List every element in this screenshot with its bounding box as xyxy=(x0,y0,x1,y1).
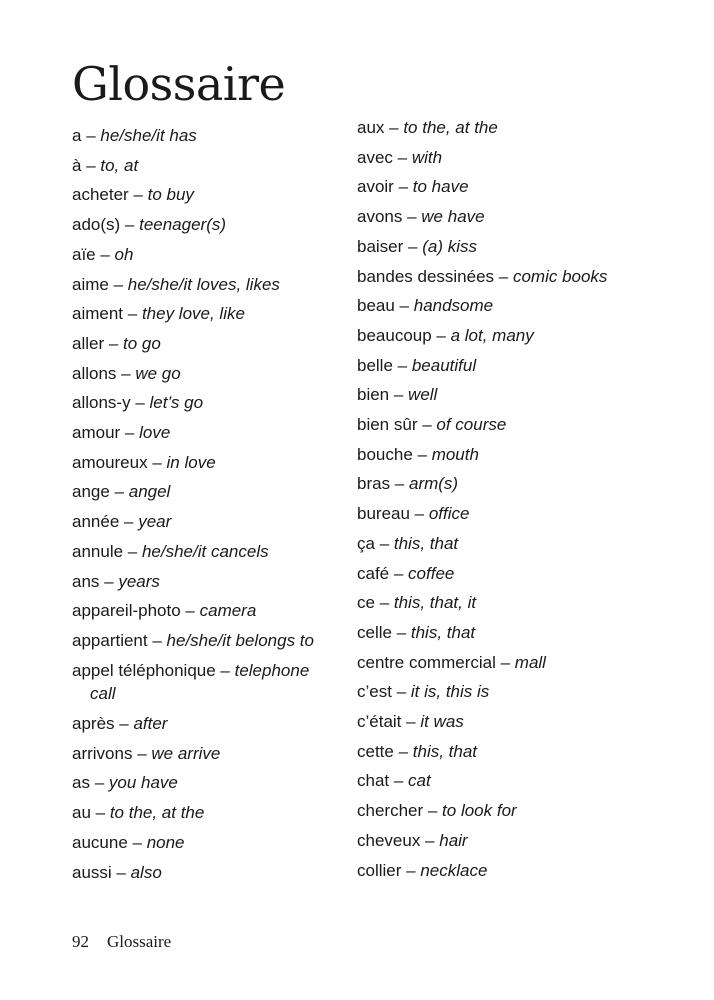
glossary-separator: – xyxy=(128,185,148,205)
glossary-translation: mall xyxy=(514,652,546,672)
glossary-translation: after xyxy=(133,714,168,734)
glossary-word: chercher xyxy=(357,801,424,821)
glossary-word: beau xyxy=(357,296,395,316)
glossary-word: aime xyxy=(72,274,109,294)
glossary-word: acheter xyxy=(72,185,129,205)
glossary-separator: – xyxy=(215,660,235,680)
glossary-word: amoureux xyxy=(72,452,148,472)
glossary-separator: – xyxy=(130,393,150,413)
glossary-translation: let’s go xyxy=(149,393,204,413)
glossary-entry xyxy=(357,324,657,348)
glossary-entry xyxy=(357,740,657,764)
glossary-translation: to the, at the xyxy=(109,803,205,823)
glossary-separator: – xyxy=(394,296,414,316)
glossary-word: celle xyxy=(357,622,392,642)
glossary-translation: of course xyxy=(436,415,507,435)
glossary-entry xyxy=(72,742,334,766)
glossary-separator: – xyxy=(89,773,109,793)
glossary-entry xyxy=(72,302,334,326)
glossary-separator: – xyxy=(409,504,429,524)
glossary-word: as xyxy=(72,773,90,793)
glossary-separator: – xyxy=(90,803,110,823)
glossary-word: bras xyxy=(357,474,391,494)
glossary-word: appel téléphonique xyxy=(72,660,216,680)
glossary-entry xyxy=(357,591,657,615)
glossary-entry xyxy=(72,801,334,825)
glossary-entry xyxy=(357,205,657,229)
glossary-word: ça xyxy=(357,533,375,553)
glossary-translation: he/she/it cancels xyxy=(141,541,269,561)
glossary-separator: – xyxy=(393,177,413,197)
glossary-entry xyxy=(72,510,334,534)
glossary-separator: – xyxy=(111,862,131,882)
glossary-word: avoir xyxy=(357,177,394,197)
glossary-entry xyxy=(357,472,657,496)
glossary-translation: we have xyxy=(421,207,485,227)
glossary-separator: – xyxy=(417,415,437,435)
glossary-separator: – xyxy=(123,304,142,324)
glossary-translation: necklace xyxy=(420,860,488,880)
page-title: Glossaire xyxy=(72,57,286,111)
glossary-translation: camera xyxy=(199,601,257,621)
page-number: 92 xyxy=(72,932,89,951)
glossary-translation: year xyxy=(138,512,172,532)
glossary-word: aussi xyxy=(72,862,112,882)
glossary-entry xyxy=(72,480,334,504)
glossary-entry xyxy=(357,829,657,853)
glossary-translation: years xyxy=(118,571,160,591)
glossary-word: appareil-photo xyxy=(72,601,181,621)
glossary-entry xyxy=(357,235,657,259)
glossary-entry xyxy=(357,710,657,734)
glossary-translation: to go xyxy=(123,333,161,353)
glossary-word: à xyxy=(72,155,82,175)
glossary-word: collier xyxy=(357,860,402,880)
glossary-translation: none xyxy=(146,832,185,852)
glossary-word: allons xyxy=(72,363,117,383)
glossary-separator: – xyxy=(116,363,136,383)
glossary-separator: – xyxy=(401,712,421,732)
glossary-entry xyxy=(72,831,334,855)
glossary-separator: – xyxy=(180,601,200,621)
glossary-word: ans xyxy=(72,571,100,591)
glossary-separator: – xyxy=(104,333,124,353)
glossary-entry xyxy=(72,273,334,297)
glossary-entry xyxy=(72,861,334,885)
glossary-translation: coffee xyxy=(408,563,455,583)
glossary-separator: – xyxy=(132,743,152,763)
glossary-word: belle xyxy=(357,355,393,375)
glossary-word: bureau xyxy=(357,504,410,524)
glossary-separator: – xyxy=(393,741,413,761)
glossary-separator: – xyxy=(109,482,129,502)
glossary-entry xyxy=(72,243,334,267)
glossary-entry xyxy=(72,213,334,237)
glossary-separator: – xyxy=(403,236,423,256)
glossary-word: aller xyxy=(72,333,105,353)
glossary-translation: we arrive xyxy=(151,743,221,763)
glossary-separator: – xyxy=(95,244,115,264)
glossary-translation: to buy xyxy=(147,185,194,205)
glossary-translation: hair xyxy=(439,830,468,850)
glossary-entry xyxy=(357,443,657,467)
glossary-column-left xyxy=(72,124,334,890)
glossary-separator: – xyxy=(384,118,404,137)
glossary-translation: he/she/it belongs to xyxy=(166,630,314,650)
glossary-entry xyxy=(72,421,334,445)
glossary-word: bandes dessinées xyxy=(357,266,495,286)
glossary-translation: teenager(s) xyxy=(139,215,227,235)
glossary-word: ado(s) xyxy=(72,215,121,235)
glossary-word: café xyxy=(357,563,390,583)
glossary-word: arrivons xyxy=(72,743,133,763)
glossary-word: aiment xyxy=(72,304,124,324)
glossary-entry xyxy=(357,859,657,883)
glossary-entry xyxy=(72,183,334,207)
glossary-separator: – xyxy=(123,541,142,561)
glossary-separator: – xyxy=(495,652,515,672)
glossary-separator: – xyxy=(119,512,139,532)
glossary-word: allons-y xyxy=(72,393,131,413)
glossary-word: cette xyxy=(357,741,394,761)
glossary-word: ce xyxy=(357,593,375,613)
footer-section-title: Glossaire xyxy=(107,932,172,951)
glossary-entry xyxy=(357,354,657,378)
glossary-translation: office xyxy=(428,504,470,524)
glossary-entry xyxy=(357,562,657,586)
glossary-translation: this, that xyxy=(412,741,478,761)
glossary-separator: – xyxy=(114,714,134,734)
glossary-separator: – xyxy=(108,274,128,294)
glossary-entry xyxy=(357,769,657,793)
glossary-entry xyxy=(357,651,657,675)
glossary-word: amour xyxy=(72,423,121,443)
glossary-translation: he/she/it has xyxy=(100,126,197,145)
glossary-translation: to, at xyxy=(100,155,139,175)
glossary-separator: – xyxy=(391,682,411,702)
glossary-translation: (a) kiss xyxy=(422,236,477,256)
glossary-translation: with xyxy=(411,147,443,167)
glossary-entry xyxy=(357,532,657,556)
glossary-separator: – xyxy=(402,207,422,227)
glossary-entry xyxy=(357,799,657,823)
glossary-translation: a lot, many xyxy=(450,325,534,345)
glossary-entry xyxy=(357,146,657,170)
glossary-translation: beautiful xyxy=(411,355,477,375)
glossary-word: centre commercial xyxy=(357,652,496,672)
glossary-entry xyxy=(357,502,657,526)
glossary-translation: oh xyxy=(114,244,134,264)
glossary-word: ange xyxy=(72,482,110,502)
glossary-translation: this, that xyxy=(393,533,459,553)
glossary-separator: – xyxy=(389,563,409,583)
glossary-translation: telephone call xyxy=(90,660,310,704)
glossary-entry xyxy=(72,451,334,475)
glossary-translation: to have xyxy=(412,177,469,197)
glossary-separator: – xyxy=(374,533,394,553)
glossary-translation: he/she/it loves, likes xyxy=(127,274,280,294)
page-footer xyxy=(72,930,171,954)
glossary-word: a xyxy=(72,126,82,145)
glossary-separator: – xyxy=(120,215,140,235)
glossary-separator: – xyxy=(423,801,443,821)
glossary-separator: – xyxy=(401,860,421,880)
glossary-entry xyxy=(357,116,657,140)
glossary-translation: this, that xyxy=(410,622,476,642)
glossary-translation: they love, like xyxy=(141,304,245,324)
glossary-translation: well xyxy=(408,385,438,405)
glossary-entry xyxy=(72,771,334,795)
glossary-word: aux xyxy=(357,118,385,137)
glossary-separator: – xyxy=(120,423,140,443)
glossary-separator: – xyxy=(147,452,167,472)
glossary-entry xyxy=(72,391,334,415)
glossary-separator: – xyxy=(99,571,119,591)
glossary-word: aïe xyxy=(72,244,96,264)
glossary-word: avons xyxy=(357,207,403,227)
glossary-translation: to look for xyxy=(442,801,517,821)
glossary-translation: comic books xyxy=(512,266,608,286)
glossary-separator: – xyxy=(374,593,394,613)
glossary-separator: – xyxy=(81,155,101,175)
glossary-translation: also xyxy=(130,862,162,882)
glossary-word: bien xyxy=(357,385,390,405)
glossary-translation: this, that, it xyxy=(393,593,477,613)
glossary-entry xyxy=(357,621,657,645)
glossary-entry xyxy=(72,570,334,594)
glossary-entry xyxy=(72,154,334,178)
glossary-translation: it is, this is xyxy=(410,682,490,702)
glossary-entry xyxy=(357,680,657,704)
glossary-separator: – xyxy=(390,474,409,494)
glossary-word: appartient xyxy=(72,630,148,650)
glossary-word: baiser xyxy=(357,236,404,256)
glossary-word: c’est xyxy=(357,682,392,702)
glossary-translation: you have xyxy=(108,773,178,793)
glossary-separator: – xyxy=(81,126,101,145)
glossary-entry xyxy=(72,629,334,653)
glossary-word: annule xyxy=(72,541,124,561)
glossary-separator: – xyxy=(391,622,411,642)
glossary-separator: – xyxy=(127,832,147,852)
glossary-translation: we go xyxy=(135,363,181,383)
glossary-entry xyxy=(72,124,334,148)
glossary-separator: – xyxy=(412,444,432,464)
glossary-word: aucune xyxy=(72,832,128,852)
glossary-entry xyxy=(72,332,334,356)
glossary-column-right xyxy=(357,116,657,888)
glossary-translation: it was xyxy=(420,712,464,732)
glossary-entry xyxy=(357,294,657,318)
glossary-translation: cat xyxy=(408,771,431,791)
glossary-separator: – xyxy=(420,830,440,850)
glossary-translation: handsome xyxy=(413,296,494,316)
glossary-word: beaucoup xyxy=(357,325,432,345)
glossary-translation: in love xyxy=(166,452,216,472)
glossary-separator: – xyxy=(389,385,409,405)
glossary-word: bouche xyxy=(357,444,413,464)
glossary-separator: – xyxy=(147,630,167,650)
glossary-word: au xyxy=(72,803,91,823)
glossary-entry xyxy=(357,383,657,407)
glossary-separator: – xyxy=(389,771,409,791)
glossary-entry xyxy=(72,712,334,736)
glossary-translation: love xyxy=(139,423,171,443)
glossary-word: bien sûr xyxy=(357,415,418,435)
glossary-entry xyxy=(357,265,657,289)
glossary-entry xyxy=(357,175,657,199)
glossary-entry xyxy=(72,362,334,386)
glossary-entry xyxy=(357,413,657,437)
glossary-word: après xyxy=(72,714,115,734)
glossary-entry xyxy=(72,540,334,564)
glossary-word: cheveux xyxy=(357,830,421,850)
glossary-word: chat xyxy=(357,771,390,791)
glossary-translation: angel xyxy=(128,482,171,502)
glossary-entry xyxy=(72,659,334,706)
glossary-separator: – xyxy=(392,355,412,375)
glossary-separator: – xyxy=(431,325,451,345)
glossary-word: année xyxy=(72,512,120,532)
glossary-translation: to the, at the xyxy=(403,118,498,137)
glossary-entry xyxy=(72,599,334,623)
glossary-separator: – xyxy=(392,147,412,167)
glossary-word: avec xyxy=(357,147,393,167)
glossary-separator: – xyxy=(494,266,513,286)
glossary-translation: arm(s) xyxy=(408,474,459,494)
glossary-word: c’était xyxy=(357,712,402,732)
glossary-translation: mouth xyxy=(431,444,479,464)
